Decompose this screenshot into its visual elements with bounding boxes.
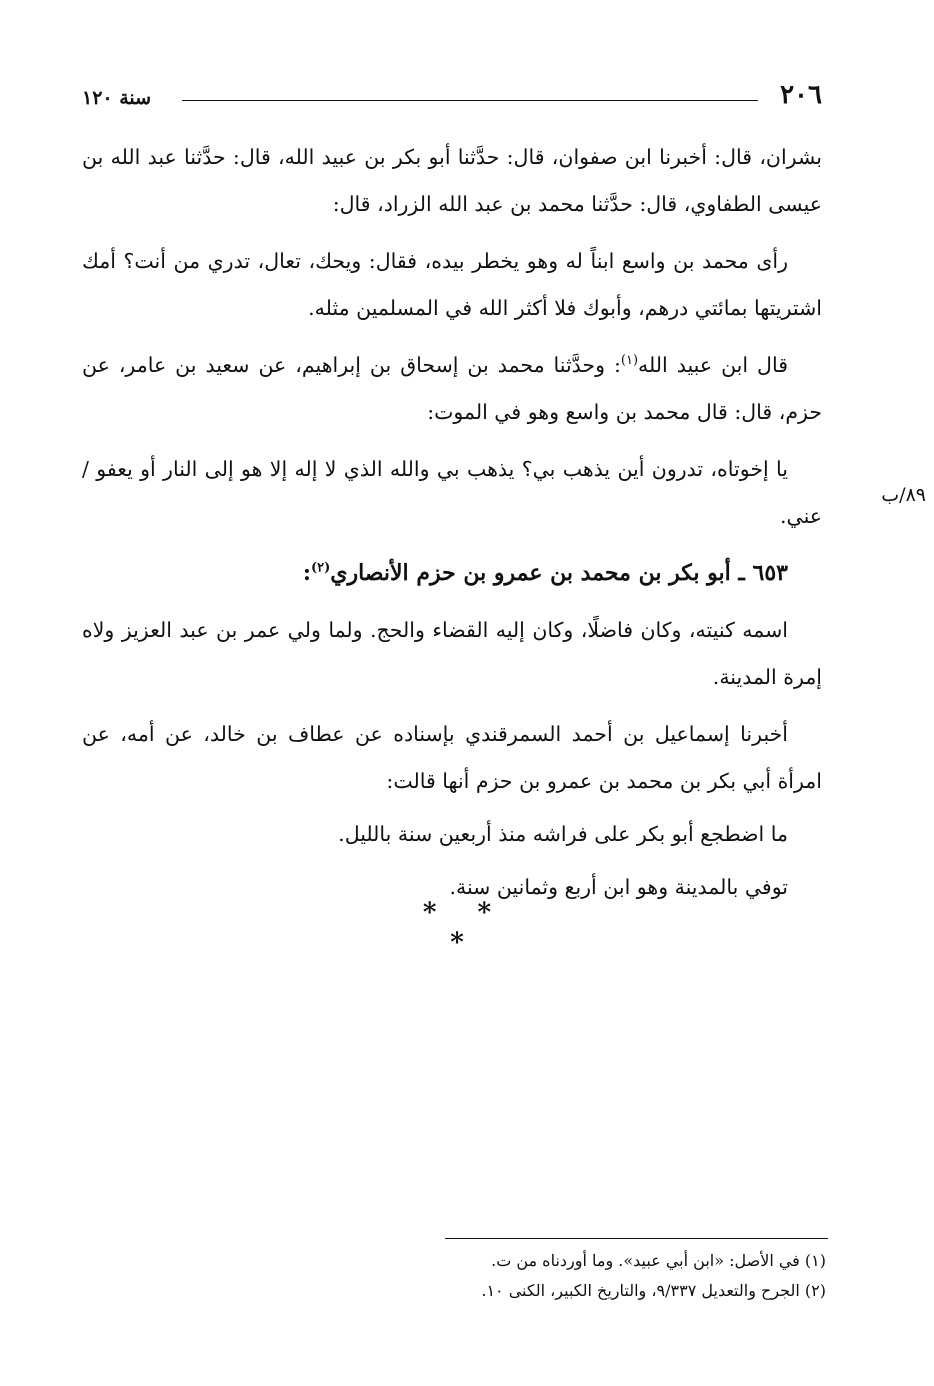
entry-heading-colon: :	[302, 560, 311, 586]
entry-heading	[82, 550, 822, 597]
main-text	[82, 134, 822, 921]
section-separator: * * *	[422, 898, 508, 958]
paragraph-biography: اسمه كنيته، وكان فاضلًا، وكان إليه القضاء والحج. ولما ولي عمر بن عبد العزيز ولاه إمرة المدينة.	[82, 618, 822, 689]
header-rule	[182, 100, 758, 101]
footnote-rule	[445, 1238, 828, 1239]
page-header	[82, 78, 822, 118]
footnotes	[300, 1246, 826, 1306]
footnote-2: (٢) الجرح والتعديل ٩/٣٣٧، والتاريخ الكبير، الكنى ١٠.	[481, 1281, 826, 1300]
page-number: ٢٠٦	[780, 80, 822, 110]
paragraph-isnad-3: أخبرنا إسماعيل بن أحمد السمرقندي بإسناده عن عطاف بن خالد، عن أمه، عن امرأة أبي بكر بن محمد بن عمرو بن حزم أنها قالت:	[82, 722, 822, 793]
paragraph-death: توفي بالمدينة وهو ابن أربع وثمانين سنة.	[449, 875, 788, 899]
paragraph-narration-1: رأى محمد بن واسع ابناً له وهو يخطر بيده، فقال: ويحك، تعال، تدري من أنت؟ أمك اشتريتها بمائتي درهم، وأبوك فلا أكثر الله في المسلمين مثله.	[82, 249, 822, 320]
paragraph-narration-3: ما اضطجع أبو بكر على فراشه منذ أربعين سنة بالليل.	[338, 822, 788, 846]
paragraph-isnad-2-rest: : وحدَّثنا محمد بن إسحاق بن إبراهيم، عن سعيد بن عامر، عن حزم، قال: قال محمد بن واسع وهو في الموت:	[82, 353, 822, 424]
footnote-ref-1: (١)	[620, 353, 639, 369]
entry-heading-text: ٦٥٣ ـ أبو بكر بن محمد بن عمرو بن حزم الأنصاري	[330, 560, 788, 586]
paragraph-narration-2: يا إخوتاه، تدرون أين يذهب بي؟ يذهب بي والله الذي لا إله إلا هو إلى النار أو يعفو / عني.	[82, 457, 822, 528]
running-title: سنة ١٢٠	[82, 87, 152, 109]
paragraph-isnad: بشران، قال: أخبرنا ابن صفوان، قال: حدَّثنا أبو بكر بن عبيد الله، قال: حدَّثنا عبد الله بن عيسى الطفاوي، قال: حدَّثنا محمد بن عبد الله الزراد، قال:	[82, 145, 822, 216]
paragraph-isnad-2-start: قال ابن عبيد الله	[638, 353, 788, 377]
manuscript-folio-note: ٨٩/ب	[881, 484, 926, 506]
footnote-1: (١) في الأصل: «ابن أبي عبيد». وما أوردناه من ت.	[491, 1251, 826, 1270]
footnote-ref-2: (٢)	[310, 560, 331, 576]
paragraph-isnad-2	[82, 342, 822, 436]
